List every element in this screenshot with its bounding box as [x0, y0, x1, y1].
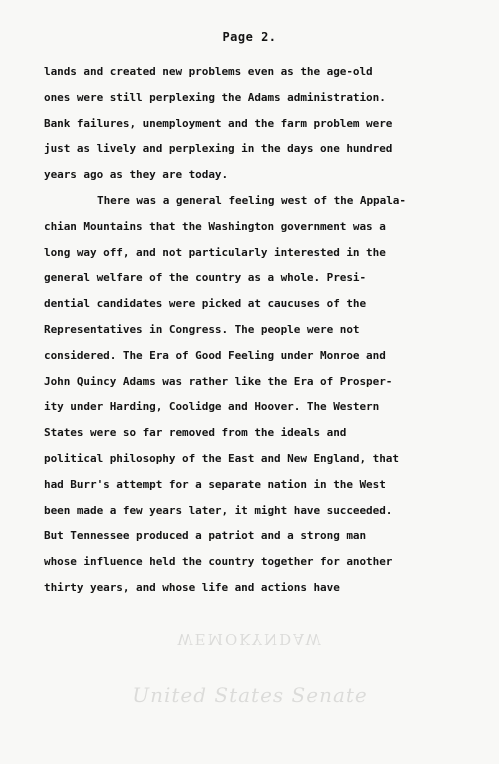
text-line: whose influence held the country together for another — [44, 555, 393, 569]
text-line: ones were still perplexing the Adams administration. — [44, 90, 386, 104]
text-line: had Burr's attempt for a separate nation in the West — [44, 477, 386, 491]
text-line: general welfare of the country as a whole. Presi- — [44, 271, 367, 285]
text-line: John Quincy Adams was rather like the Era of Prosper- — [44, 374, 393, 388]
text-line: long way off, and not particularly interested in the — [44, 245, 386, 259]
page-number: Page 2. — [222, 30, 277, 44]
watermark-script: United States Senate — [132, 683, 368, 707]
text-line: Bank failures, unemployment and the farm problem were — [44, 116, 393, 130]
text-line: been made a few years later, it might have succeeded. — [44, 503, 393, 517]
text-line: ity under Harding, Coolidge and Hoover. The Western — [44, 400, 380, 414]
body-text — [44, 59, 476, 601]
text-line: considered. The Era of Good Feeling under Monroe and — [44, 348, 386, 362]
text-line: States were so far removed from the ideals and — [44, 426, 347, 440]
text-line: dential candidates were picked at caucuses of the — [44, 297, 367, 311]
watermark-mirrored: WEMOKYNDAW — [177, 630, 323, 648]
text-line: just as lively and perplexing in the days one hundred — [44, 142, 393, 156]
text-line: There was a general feeling west of the Appala- — [97, 193, 406, 207]
text-line: chian Mountains that the Washington government was a — [44, 219, 386, 233]
text-line: years ago as they are today. — [44, 168, 229, 182]
text-line: political philosophy of the East and New England, that — [44, 451, 399, 465]
text-line: Representatives in Congress. The people were not — [44, 322, 360, 336]
text-line: But Tennessee produced a patriot and a strong man — [44, 529, 367, 543]
text-line: lands and created new problems even as the age-old — [44, 65, 373, 78]
text-line: thirty years, and whose life and actions have — [44, 580, 340, 594]
